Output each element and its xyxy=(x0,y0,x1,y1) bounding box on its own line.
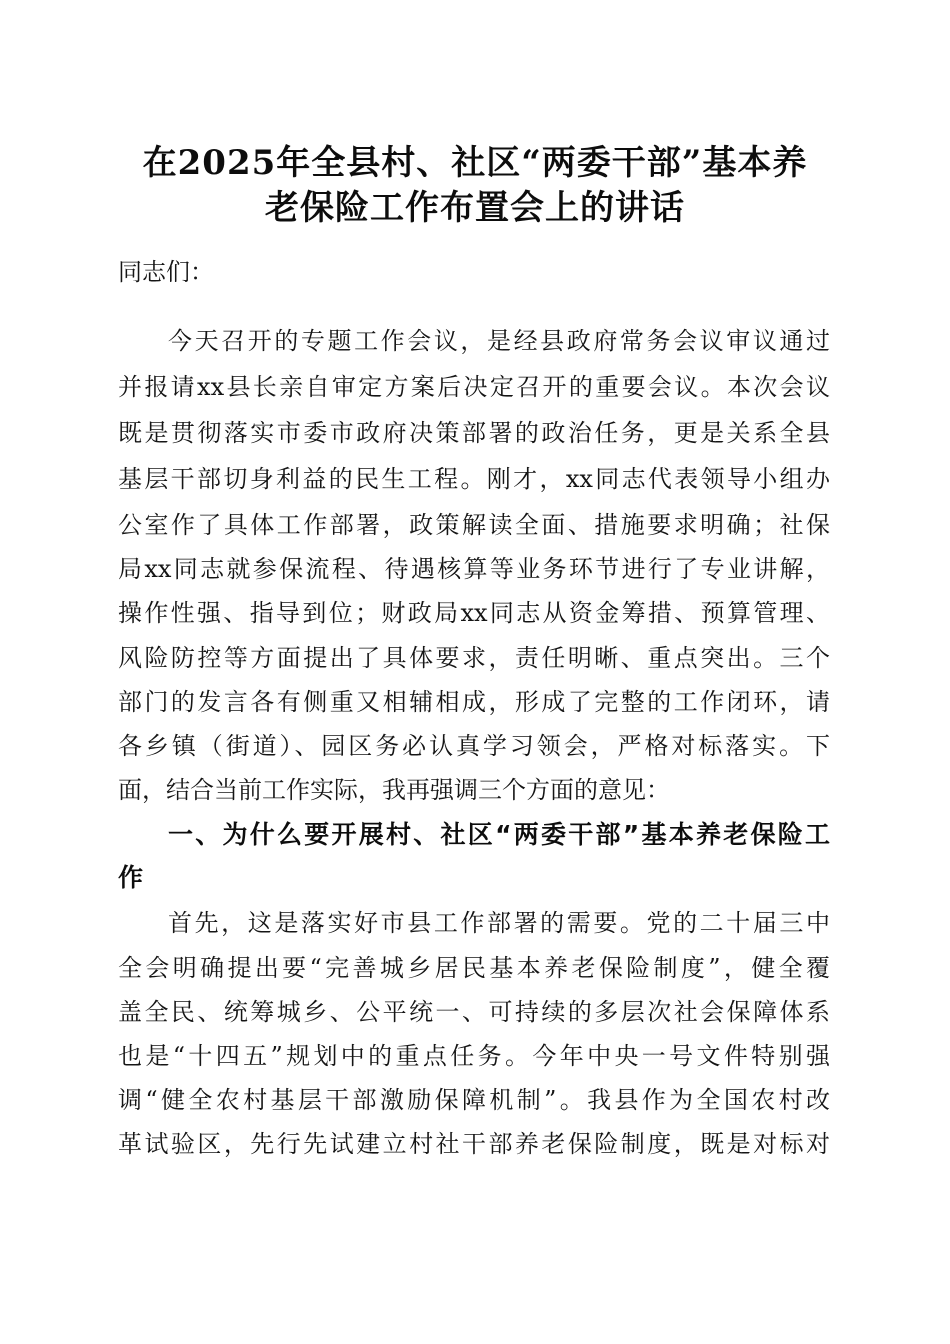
section-paragraph-line: 调“健全农村基层干部激励保障机制”。我县作为全国农村改 xyxy=(118,1086,830,1114)
intro-paragraph-line: 既是贯彻落实市委市政府决策部署的政治任务，更是关系全县 xyxy=(118,419,830,447)
intro-paragraph-line: 公室作了具体工作部署，政策解读全面、措施要求明确；社保 xyxy=(118,511,830,539)
section-paragraph-line: 首先，这是落实好市县工作部署的需要。党的二十届三中 xyxy=(168,909,830,937)
intro-paragraph-line: 风险防控等方面提出了具体要求，责任明晰、重点突出。三个 xyxy=(118,644,830,672)
section-heading-line: 作 xyxy=(118,863,144,892)
document-title-line-2: 老保险工作布置会上的讲话 xyxy=(265,188,685,228)
intro-paragraph-line: 局xx同志就参保流程、待遇核算等业务环节进行了专业讲解， xyxy=(118,555,830,583)
section-paragraph-line: 革试验区，先行先试建立村社干部养老保险制度，既是对标对 xyxy=(118,1130,830,1158)
intro-paragraph-line: 基层干部切身利益的民生工程。刚才，xx同志代表领导小组办 xyxy=(118,465,830,493)
intro-paragraph-line: 并报请xx县长亲自审定方案后决定召开的重要会议。本次会议 xyxy=(118,373,830,401)
document-title-line-1: 在2025年全县村、社区“两委干部”基本养 xyxy=(142,143,808,183)
salutation: 同志们： xyxy=(118,258,214,286)
intro-paragraph-line: 操作性强、指导到位；财政局xx同志从资金筹措、预算管理、 xyxy=(118,599,830,627)
intro-paragraph-line: 各乡镇（街道）、园区务必认真学习领会，严格对标落实。下 xyxy=(118,732,830,760)
section-paragraph-line: 全会明确提出要“完善城乡居民基本养老保险制度”，健全覆 xyxy=(118,954,830,982)
section-heading-line: 一、为什么要开展村、社区“两委干部”基本养老保险工 xyxy=(168,820,830,849)
section-paragraph-line: 也是“十四五”规划中的重点任务。今年中央一号文件特别强 xyxy=(118,1042,830,1070)
intro-paragraph-line: 今天召开的专题工作会议，是经县政府常务会议审议通过 xyxy=(168,327,830,355)
section-paragraph-line: 盖全民、统筹城乡、公平统一、可持续的多层次社会保障体系 xyxy=(118,998,830,1026)
intro-paragraph-line: 部门的发言各有侧重又相辅相成，形成了完整的工作闭环，请 xyxy=(118,688,830,716)
intro-paragraph-line: 面，结合当前工作实际，我再强调三个方面的意见： xyxy=(118,776,670,804)
